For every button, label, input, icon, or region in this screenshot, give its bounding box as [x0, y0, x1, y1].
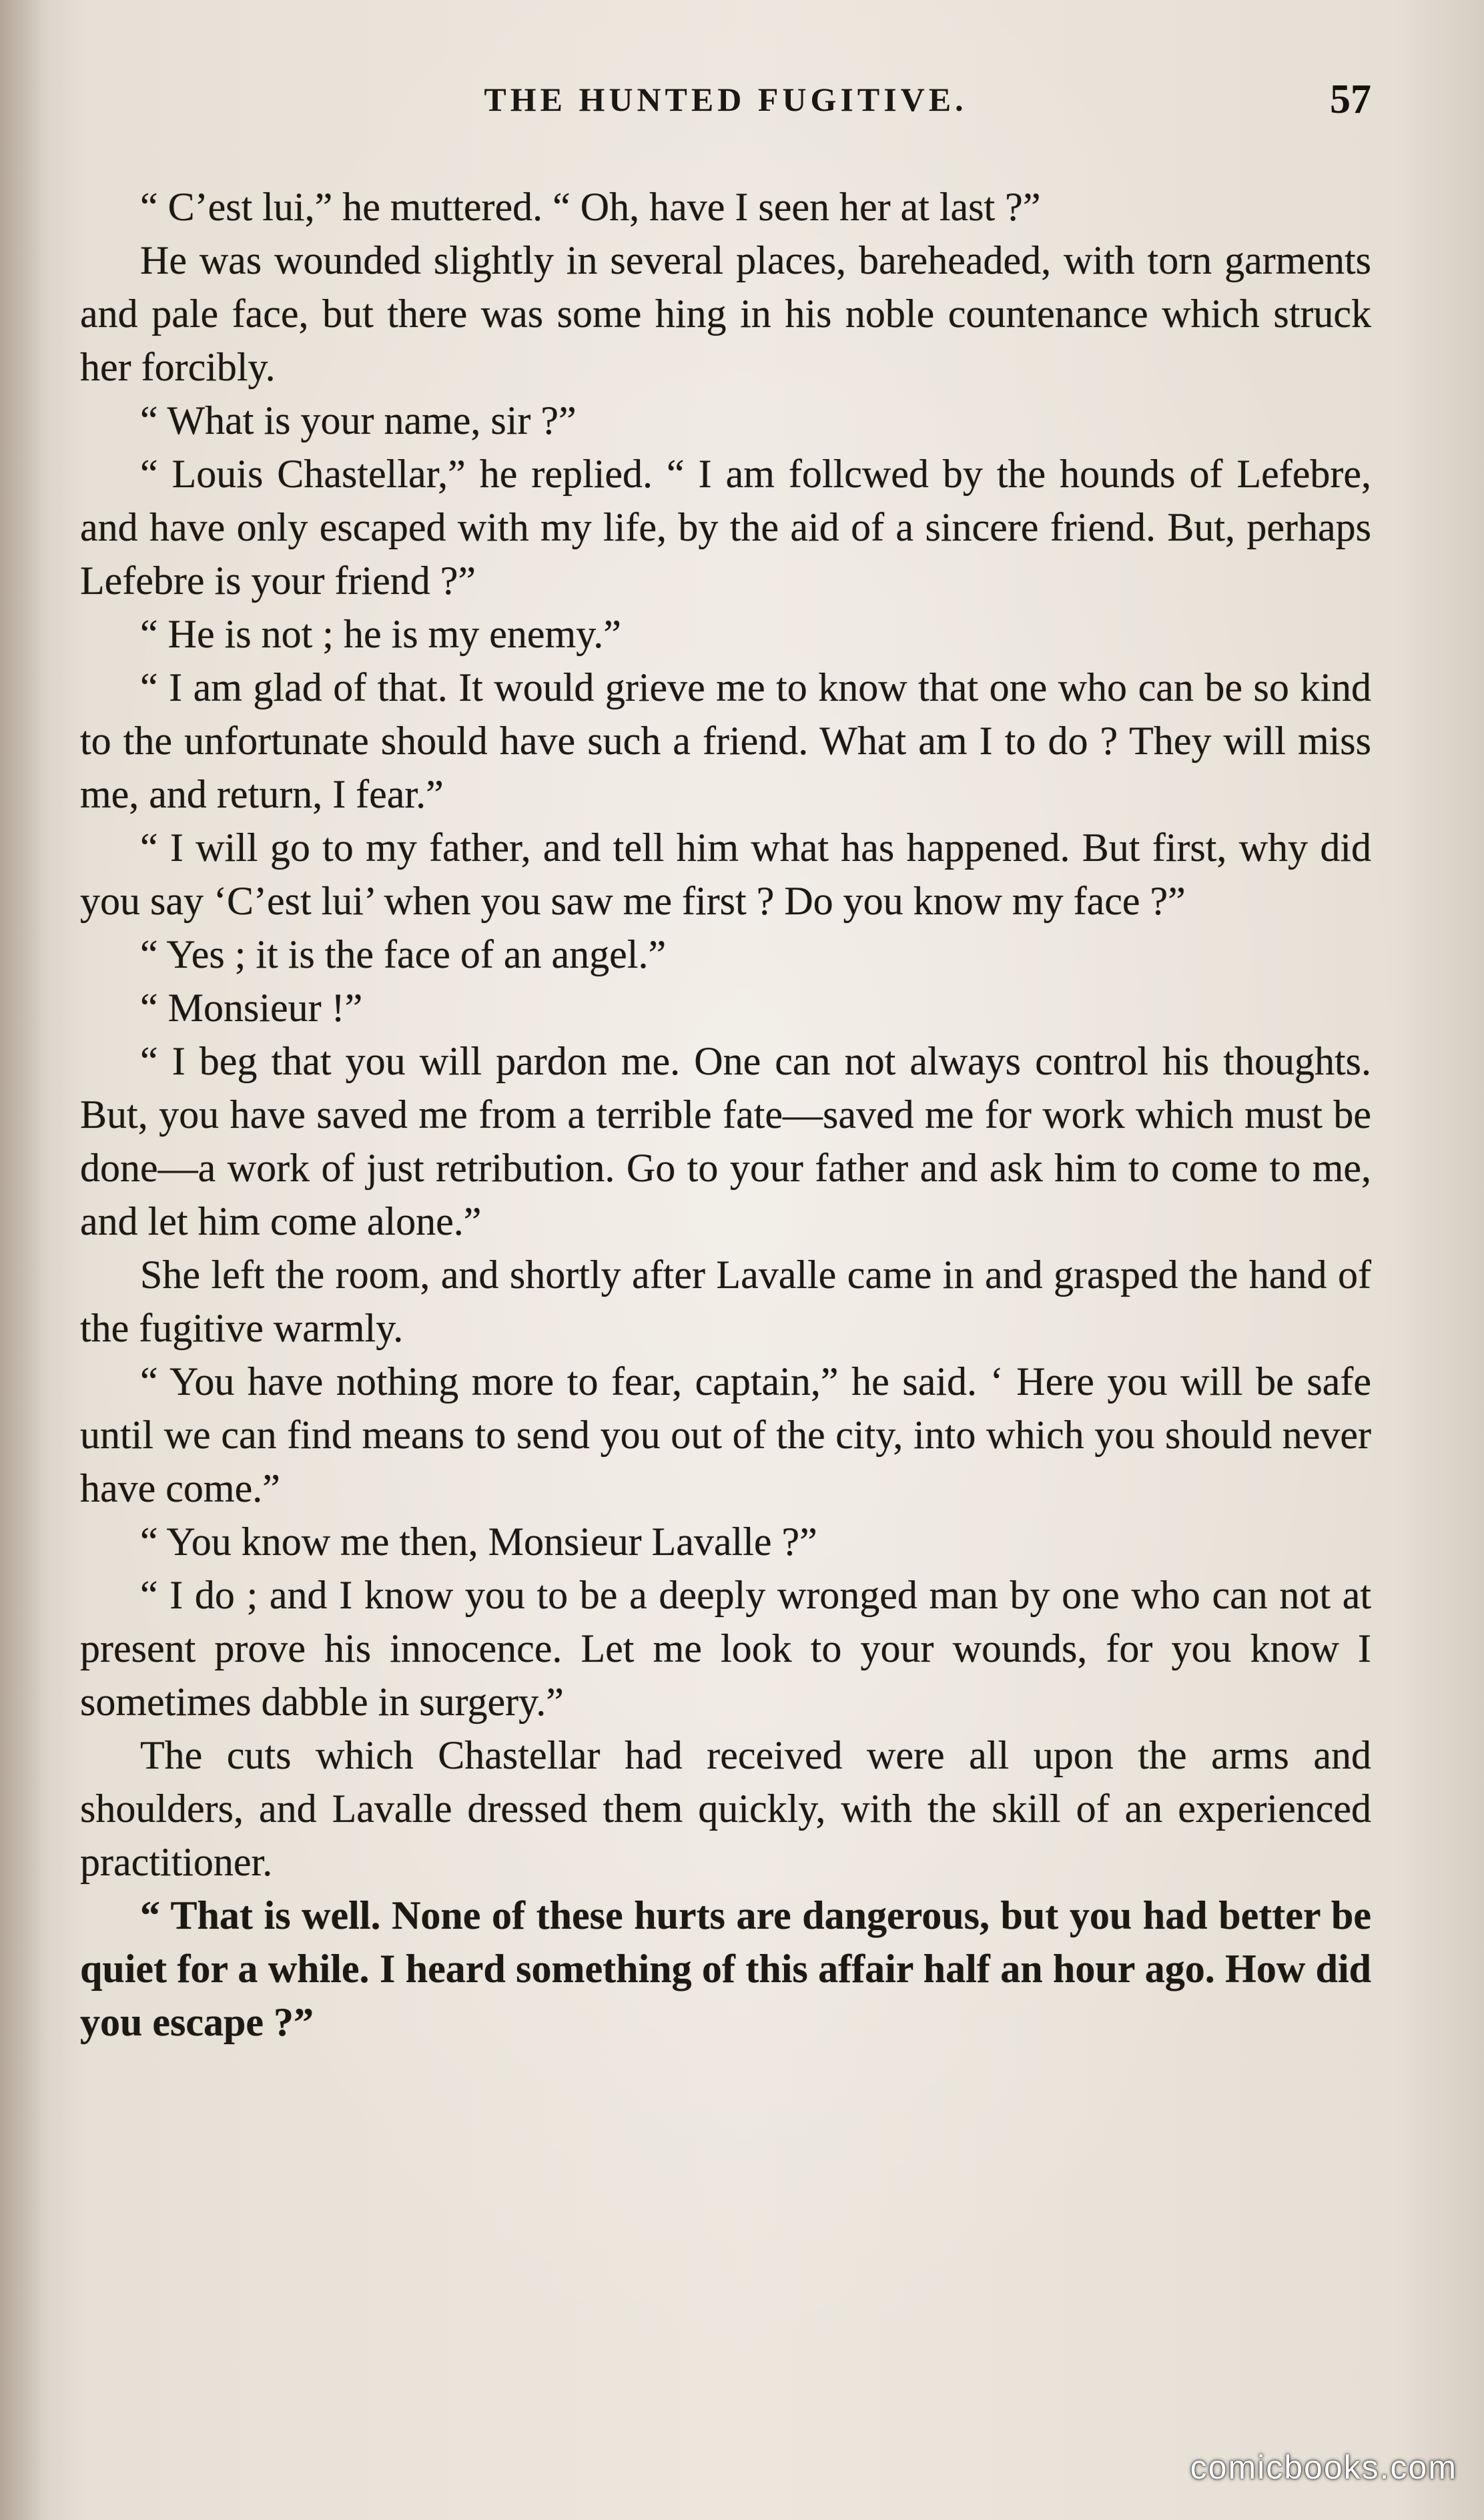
paragraph: “ Yes ; it is the face of an angel.” [140, 932, 667, 976]
paragraph: “ That is well. None of these hurts are dangerous, but you had better be quiet for a while. I heard something of this affair half an hour ago. How did you escape ?” [80, 1893, 1371, 2044]
spine-shadow [0, 0, 47, 2520]
paragraph: “ C’est lui,” he muttered. “ Oh, have I seen her at last ?” [140, 185, 1041, 229]
paragraph: “ You have nothing more to fear, captain,” he said. ‘ Here you will be safe until we can find means to send you out of the city, into which you should never have come.” [80, 1359, 1371, 1510]
paragraph: “ I will go to my father, and tell him what has happened. But first, why did you say ‘C’est lui’ when you saw me first ? Do you know my face ?” [80, 826, 1371, 923]
paragraph: “ I beg that you will pardon me. One can not always control his thoughts. But, you have saved me from a terrible fate—saved me for work which must be done—a work of just retribution. Go to your father and ask him to come to me, and let him come alone.” [80, 1039, 1371, 1243]
paragraph: The cuts which Chastellar had received were all upon the arms and shoulders, and Lavalle dressed them quickly, with the skill of an experienced practitioner. [80, 1733, 1371, 1884]
watermark: comicbooks.com [1190, 2449, 1457, 2486]
paragraph: “ I do ; and I know you to be a deeply wronged man by one who can not at present prove his innocence. Let me look to your wounds, for you know I sometimes dabble in surgery.” [80, 1573, 1371, 1724]
page-number: 57 [1330, 77, 1371, 122]
paragraph: He was wounded slightly in several places, bareheaded, with torn garments and pale face, but there was some hing in his noble countenance which struck her forcibly. [80, 238, 1371, 389]
paragraph: “ What is your name, sir ?” [140, 398, 577, 442]
paragraph: “ He is not ; he is my enemy.” [140, 612, 621, 656]
body-text [80, 180, 1371, 2049]
running-title: THE HUNTED FUGITIVE. [484, 81, 968, 118]
paragraph: “ You know me then, Monsieur Lavalle ?” [140, 1520, 817, 1564]
paragraph: “ I am glad of that. It would grieve me to know that one who can be so kind to the unfortunate should have such a friend. What am I to do ? They will miss me, and return, I fear.” [80, 665, 1371, 816]
paragraph: “ Monsieur !” [140, 986, 363, 1030]
paragraph: “ Louis Chastellar,” he replied. “ I am follcwed by the hounds of Lefebre, and have only escaped with my life, by the aid of a sincere friend. But, perhaps Lefebre is your friend ?” [80, 452, 1371, 603]
page-header [80, 77, 1371, 140]
paragraph: She left the room, and shortly after Lavalle came in and grasped the hand of the fugitive warmly. [80, 1253, 1371, 1350]
